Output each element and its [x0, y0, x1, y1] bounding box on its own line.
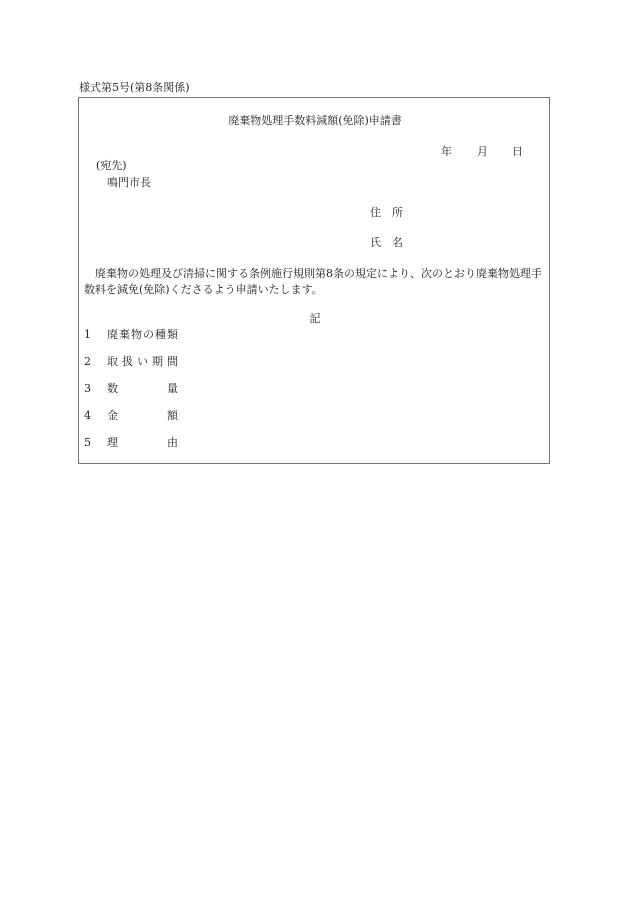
list-item — [84, 356, 178, 367]
ki-heading: 記 — [309, 312, 321, 325]
list-item — [84, 410, 178, 421]
body-text: 廃棄物の処理及び清掃に関する条例施行規則第8条の規定により、次のとおり廃棄物処理手数料を減免(免除)くださるよう申請いたします。 — [84, 267, 542, 296]
name-label: 氏 名 — [370, 236, 403, 249]
date-day: 日 — [512, 145, 523, 158]
date-month: 月 — [477, 145, 488, 158]
item-label: 数量 — [107, 382, 178, 395]
item-label: 廃棄物の種類 — [107, 328, 178, 341]
form-title: 廃棄物処理手数料減額(免除)申請書 — [228, 114, 402, 127]
list-item — [84, 437, 178, 448]
addressee-label: (宛先) — [96, 159, 127, 172]
item-number: 3 — [84, 382, 91, 395]
item-label: 金額 — [107, 409, 178, 422]
addressee-name: 鳴門市長 — [107, 176, 151, 189]
item-number: 1 — [84, 328, 91, 341]
list-item — [84, 383, 178, 394]
item-number: 5 — [84, 436, 91, 449]
item-label: 取扱い期間 — [107, 355, 178, 368]
list-item — [84, 329, 178, 340]
item-number: 4 — [84, 409, 91, 422]
item-number: 2 — [84, 355, 91, 368]
date-year: 年 — [441, 145, 452, 158]
form-number: 様式第5号(第8条関係) — [79, 81, 190, 94]
address-label: 住 所 — [370, 206, 403, 219]
item-label: 理由 — [107, 436, 178, 449]
